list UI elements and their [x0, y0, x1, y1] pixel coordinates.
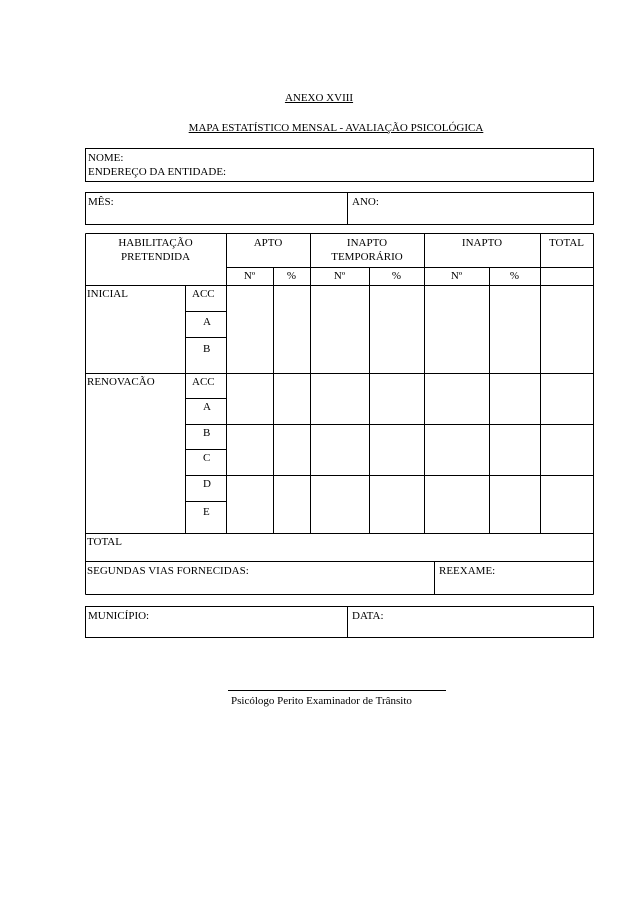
data-field-label: DATA: [352, 610, 384, 622]
segundas-vias-label: SEGUNDAS VIAS FORNECIDAS: [87, 565, 249, 577]
row-inicial-a: A [203, 316, 211, 328]
municipio-box [85, 606, 594, 638]
row-inicial-b: B [203, 343, 211, 355]
period-box [85, 192, 594, 225]
statistics-table [85, 233, 594, 595]
row-renovacao-e: E [203, 506, 210, 518]
row-renovacao-d: D [203, 478, 211, 490]
municipio-field-label: MUNICÍPIO: [88, 610, 150, 622]
header-total: TOTAL [549, 237, 584, 249]
header-apto: APTO [253, 237, 283, 249]
header-inapto-temporario-line2: TEMPORÁRIO [331, 251, 403, 263]
subheader-inapto-pct: % [509, 270, 520, 282]
subheader-apto-no: Nº [243, 270, 256, 282]
subheader-apto-pct: % [286, 270, 297, 282]
row-total: TOTAL [87, 536, 122, 548]
header-inapto: INAPTO [461, 237, 503, 249]
row-renovacao-b: B [203, 427, 211, 439]
entity-box [85, 148, 594, 182]
row-group-inicial: INICIAL [87, 288, 128, 300]
mes-field-label: MÊS: [88, 196, 114, 208]
period-divider [347, 193, 348, 224]
subheader-inapto-temp-no: Nº [333, 270, 346, 282]
reexame-label: REEXAME: [439, 565, 496, 577]
signature-label: Psicólogo Perito Examinador de Trânsito [231, 695, 412, 707]
row-inicial-acc: ACC [192, 288, 215, 300]
row-renovacao-a: A [203, 401, 211, 413]
signature-line [228, 690, 446, 691]
table-grid-lines [85, 233, 594, 595]
row-group-renovacao: RENOVACÃO [87, 376, 155, 388]
subheader-inapto-temp-pct: % [391, 270, 402, 282]
annex-title: ANEXO XVIII [284, 92, 354, 104]
row-renovacao-acc: ACC [192, 376, 215, 388]
header-habilitacao-line2: PRETENDIDA [120, 251, 191, 263]
row-renovacao-c: C [203, 452, 211, 464]
endereco-field-label: ENDEREÇO DA ENTIDADE: [88, 166, 227, 178]
header-habilitacao-line1: HABILITAÇÃO [118, 237, 193, 249]
form-title: MAPA ESTATÍSTICO MENSAL - AVALIAÇÃO PSICOLÓGICA [188, 122, 484, 134]
header-inapto-temporario-line1: INAPTO [346, 237, 388, 249]
nome-field-label: NOME: [88, 152, 124, 164]
subheader-inapto-no: Nº [450, 270, 463, 282]
municipio-divider [347, 607, 348, 637]
ano-field-label: ANO: [352, 196, 379, 208]
